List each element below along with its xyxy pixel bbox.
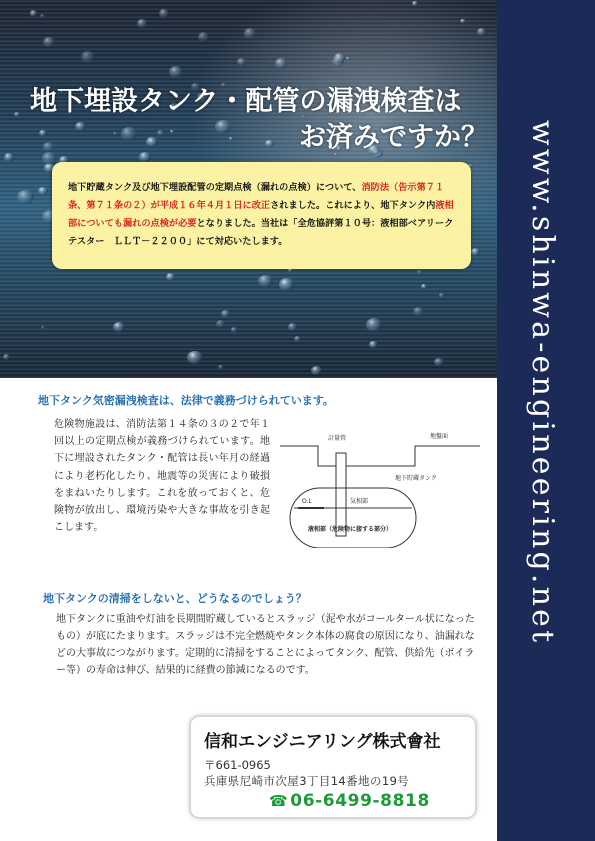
water-droplet	[40, 14, 45, 19]
water-droplet	[294, 336, 301, 342]
notice-text-1: 地下貯蔵タンク及び地下埋設配管の定期点検（漏れの点検）について、	[68, 182, 362, 193]
water-droplet	[417, 270, 422, 274]
ol-label: O.L	[302, 498, 312, 505]
water-droplet	[38, 187, 47, 195]
liquid-phase-label: 液相部（危険物に接する部分）	[308, 526, 393, 533]
water-droplet	[477, 28, 486, 36]
water-droplet	[216, 320, 225, 328]
water-droplet	[346, 57, 349, 60]
water-droplet	[275, 58, 287, 69]
water-droplet	[113, 322, 125, 332]
headline-line-2: お済みですか？	[299, 122, 488, 153]
notice-box	[52, 162, 471, 269]
gas-phase-label: 気相部	[350, 498, 369, 505]
company-address: 兵庫県尼崎市次屋3丁目14番地の19号	[204, 774, 410, 788]
website-url-text: www.shinwa-engineering.net	[525, 120, 560, 646]
section1-paragraph: 危険物施設は、消防法第１４条の３の２で年１回以上の定期点検が義務づけられています。地下に埋設されたタンク・配管は長い年月の経過により老朽化したり、地震等の災害により破損をまねいたりします。これを放っておくと、危険物が放出し、環境汚染や大きな事故を引き起こします。	[54, 419, 270, 534]
section2-title: 地下タンクの清掃をしないと、どうなるのでしょう？	[43, 592, 307, 605]
meter-label: 計量管	[328, 435, 347, 442]
water-droplet	[81, 51, 95, 63]
water-droplet	[231, 327, 237, 332]
headline	[30, 84, 488, 156]
water-droplet	[41, 326, 45, 329]
water-droplet	[198, 32, 210, 42]
water-droplet	[30, 10, 38, 16]
tank-body	[290, 488, 416, 548]
ground-line	[280, 446, 480, 466]
water-droplet	[244, 28, 256, 38]
phone-icon: ☎	[269, 792, 289, 810]
water-droplet	[366, 318, 382, 332]
website-url	[525, 120, 566, 745]
water-droplet	[421, 284, 428, 290]
phone-number[interactable]	[269, 791, 430, 811]
water-droplet	[471, 248, 480, 256]
water-droplet	[17, 190, 33, 204]
water-droplet	[14, 112, 20, 117]
water-droplet	[311, 366, 322, 375]
water-droplet	[413, 307, 424, 316]
water-droplet	[288, 323, 297, 331]
ground-label: 地盤面	[430, 433, 449, 440]
section2-body	[44, 611, 484, 679]
water-droplet	[412, 1, 417, 6]
company-name: 信和エンジニアリング株式會社	[204, 732, 441, 752]
water-droplet	[166, 273, 175, 281]
notice-text-4-red: 液相部についても漏れの点検が必要	[68, 200, 454, 229]
notice-text-3: されました。これにより、地下タンク内	[270, 200, 436, 211]
water-droplet	[237, 58, 246, 66]
water-droplet	[218, 365, 223, 370]
water-droplet	[334, 53, 345, 63]
section1-body	[42, 416, 270, 536]
notice-text-2-red: 消防法（告示第７１条、第７１条の２）が平成１６年４月１日に改正	[68, 182, 445, 211]
notice-text-5: となりました。当社は「全危協評第１０号：液相部ベアリークテスター ＬＬＴ－２２００」にて対応いたします。	[68, 218, 454, 247]
meter-pipe	[336, 453, 346, 536]
water-droplet	[439, 293, 444, 297]
water-droplet	[258, 275, 273, 287]
water-droplet	[3, 354, 10, 360]
hero-banner	[0, 0, 497, 378]
water-droplet	[221, 310, 230, 318]
water-droplet	[43, 37, 55, 47]
water-droplet	[187, 351, 202, 364]
tank-label: 地下貯蔵タンク	[395, 475, 437, 482]
water-droplet	[434, 358, 443, 366]
water-droplet	[169, 66, 184, 78]
phone-number-text: 06-6499-8818	[290, 791, 430, 811]
headline-line-1: 地下埋設タンク・配管の漏洩検査は	[30, 86, 462, 117]
tank-diagram	[280, 428, 480, 548]
section1-title: 地下タンク気密漏洩検査は、法律で義務づけられています。	[38, 394, 334, 407]
section2-paragraph: 地下タンクに重油や灯油を長期間貯蔵しているとスラッジ（泥や水がコールタール状になったもの）が底にたまります。スラッジは不完全燃焼やタンク本体の腐食の原因になり、油漏れなどの大事故につながります。定期的に清掃をすることによってタンク、配管、供給先（ボイラー等）の寿命は伸び、結果的に経費の節減になるのです。	[56, 614, 475, 676]
company-info-box	[190, 716, 476, 818]
water-droplet	[279, 278, 294, 291]
water-droplet	[159, 9, 170, 18]
water-droplet	[137, 19, 147, 27]
water-droplet	[4, 153, 14, 161]
water-droplet	[369, 341, 377, 348]
postal-code: 〒661-0965	[204, 758, 271, 772]
water-droplet	[460, 19, 465, 24]
